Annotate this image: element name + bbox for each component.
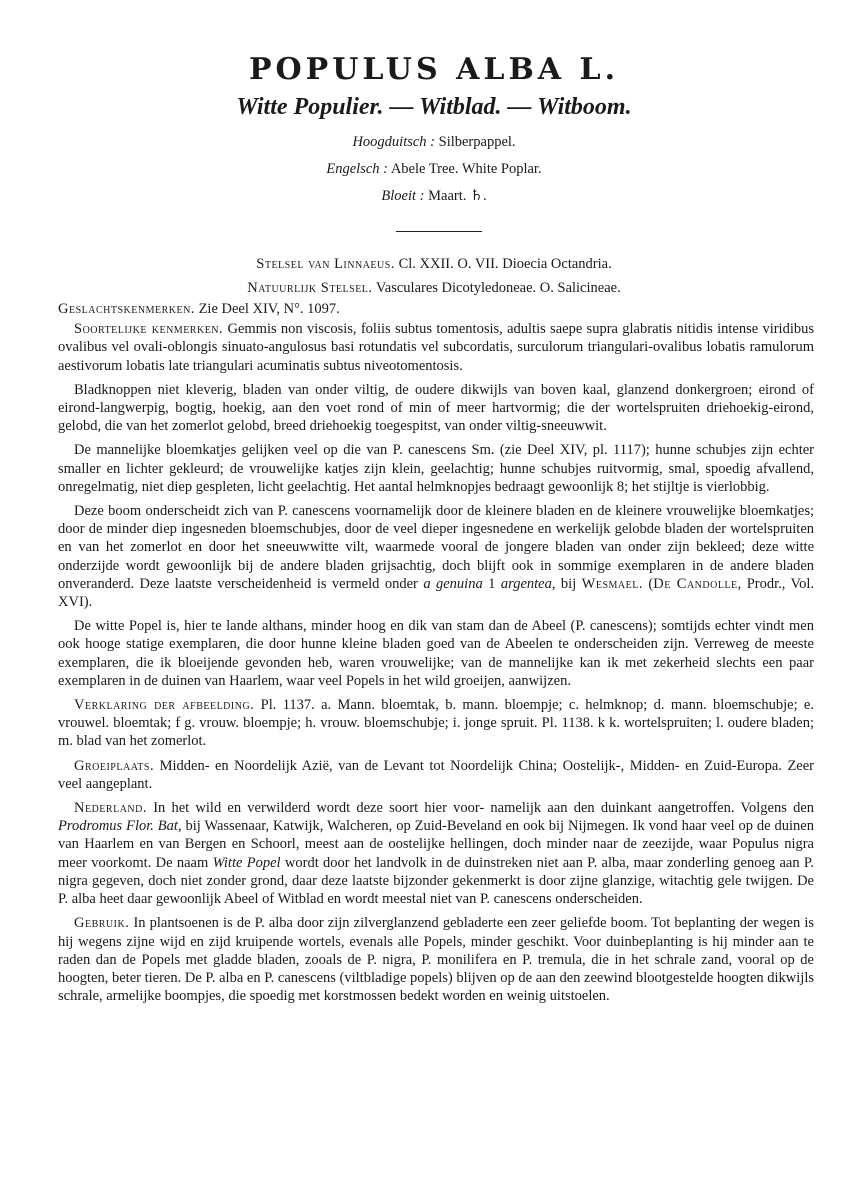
divider-rule bbox=[396, 231, 482, 232]
distinction-text-c: ( bbox=[648, 575, 654, 592]
author-candolle: De Candolle bbox=[653, 575, 738, 592]
habitat-text: Midden- en Noordelijk Azië, van de Levant tot Noordelijk China; Oostelijk-, Midden- en Zuid-Europa. Zeer veel aangeplant. bbox=[58, 757, 815, 792]
german-name-line bbox=[0, 134, 868, 151]
netherlands-text-a: In het wild en verwilderd wordt deze soort hier voor- namelijk aan den duinkant aangetroffen. Volgens den bbox=[153, 800, 815, 817]
variety-number: 1 bbox=[488, 575, 496, 592]
netherlands-label: Nederland. bbox=[74, 800, 147, 817]
english-label: Engelsch : bbox=[326, 161, 388, 177]
genus-characters-paragraph bbox=[58, 300, 814, 318]
leaf-description-paragraph: Bladknoppen niet kleverig, bladen van onder viltig, de oudere dikwijls van boven kaal, glanzend donkergroen; eirond of eirond-langwerpig, bogtig, hoekig, aan den voet rond of min of meer hartvormig; die der wortelspruiten driehoekig-eirond, gelobd, die van het zomerlot gelobd, breed driehoekig toegespitst, van onder viltig-sneeuwwit. bbox=[58, 381, 814, 435]
distinction-text-a: Deze boom onderscheidt zich van P. canescens voornamelijk door de kleinere bladen en de kleinere vrouwelijke bloemkatjes; door de minder diep ingesneden bloemschubjes, door de veel dieper ingesnedene en werkelijk gelobde bladen der wortelspruiten en van het zomerlot en door het sneeuwwitte vilt, waarmede vooral de jongere bladen van onder zijn bekleed; deze witte onderzijde wordt gewoonlijk bij de andere bladen grijsachtig, doch blijft ook in sommige exemplaren in de andere bladen onveranderd. Deze laatste verscheidenheid is vermeld onder bbox=[58, 503, 814, 592]
natural-system-line bbox=[0, 280, 868, 297]
species-characters-text: Gemmis non viscosis, foliis subtus tomentosis, adultis saepe supra glabratis nitidis intense viridibus ovalibus vel ovali-oblongis sinuato-angulosus basi rotundatis vel subcordatis, surculorum triangulari-ovalibus lobatis ramulorum aestivorum lobatis late triangulari acuminatis subtus niveotomentosis. bbox=[58, 321, 815, 374]
body-text bbox=[58, 300, 814, 1011]
prodromus-title: Prodromus Flor. Bat bbox=[58, 818, 178, 835]
habit-paragraph: De witte Popel is, hier te lande althans, minder hoog en dik van stam dan de Abeel (P. canescens); somtijds echter vindt men ook hooge statige exemplaren, die door hunne kleine bladen goed van de Abeelen te onderscheiden zijn. Verreweg de meeste exemplaren, die ik bloeijende gevonden heb, waren vrouwelijke; van de mannelijke kan ik met zekerheid slechts een paar exemplaren in de duinen van Haarlem, waar veel Popels in het wild groeijen, aanwijzen. bbox=[58, 618, 814, 689]
use-label: Gebruik. bbox=[74, 915, 130, 932]
linnaeus-value: Cl. XXII. O. VII. Dioecia Octandria. bbox=[398, 256, 612, 272]
plate-explanation-paragraph bbox=[58, 696, 814, 751]
witte-popel-name: Witte Popel bbox=[212, 854, 281, 871]
linnaeus-label: Stelsel van Linnaeus. bbox=[256, 256, 395, 272]
species-characters-paragraph bbox=[58, 320, 814, 375]
bloom-line bbox=[0, 188, 868, 205]
author-wesmael: Wesmael. bbox=[581, 575, 643, 592]
habitat-label: Groeiplaats. bbox=[74, 757, 155, 774]
distinction-paragraph bbox=[58, 502, 814, 611]
plate-explanation-label: Verklaring der afbeelding. bbox=[74, 697, 255, 714]
netherlands-paragraph bbox=[58, 799, 814, 908]
bloom-label: Bloeit : bbox=[381, 188, 425, 204]
german-value: Silberpappel. bbox=[438, 134, 516, 150]
genus-value: Zie Deel XIV, N°. 1097. bbox=[198, 301, 340, 317]
catkin-description-paragraph: De mannelijke bloemkatjes gelijken veel op die van P. canescens Sm. (zie Deel XIV, pl. 1117); hunne schubjes zijn echter smaller en lichter gekleurd; de vrouwelijke katjes zijn klein, geelachtig; hunne schubjes ruitvormig, smal, spoedig afvallend, onregelmatig, niet diep gespleten, licht geelachtig. Het aantal helmknopjes bedraagt gewoonlijk 8; het stijltje is vierlobbig. bbox=[58, 442, 814, 495]
english-name-line bbox=[0, 161, 868, 178]
english-value: Abele Tree. White Poplar. bbox=[390, 161, 542, 177]
german-label: Hoogduitsch : bbox=[352, 134, 435, 150]
plate-explanation-text: Pl. 1137. a. Mann. bloemtak, b. mann. bloempje; c. helmknop; d. mann. bloemschubje; e. vrouwel. bloemtak; f g. vrouw. bloempje; h. vrouw. bloemschubje; i. jonge spruit. Pl. 1138. k k. wortelspruiten; l. oudere bladen; m. blad van het zomerlot. bbox=[58, 697, 814, 750]
genus-label: Geslachtskenmerken. bbox=[58, 301, 195, 317]
natural-label: Natuurlijk Stelsel. bbox=[247, 280, 373, 296]
use-text: In plantsoenen is de P. alba door zijn zilverglanzend gebladerte een zeer geliefde boom. Tot beplanting der wegen is hij wegens zijne wijd en zijd kruipende wortels, evenals alle Popels, minder geschikt. Voor duinbeplanting is hij minder aan te raden dan de Popels met gladde bladen, zooals de P. nigra, P. monilifera en P. tremula, die in het schrale zand, vooral op de hoogten, beter tieren. De P. alba en P. canescens (viltbladige popels) blijven op de aan den zeewind blootgestelde hoogten dikwijls schrale, armelijke boompjes, die spoedig met korstmossen bedekt worden en weinig uitstoelen. bbox=[58, 915, 814, 1005]
distinction-text-b: , bij bbox=[551, 575, 577, 592]
bloom-value: Maart. ♄. bbox=[428, 188, 487, 204]
netherlands-text-c: wordt door het landvolk in de duinstreken niet aan P. alba, maar zonderling genoeg aan P. nigra gegeven, doch niet zonder grond, daar deze laatste bijzonder gekenmerkt is door zijne glanzige, witachtig gele twijgen. De P. alba heet daar gewoonlijk Abeel of Witblad en wordt meestal niet van P. canescens onderscheiden. bbox=[58, 854, 815, 908]
netherlands-text-b: , bij Wassenaar, Katwijk, Walcheren, op Zuid-Beveland en ook bij Nijmegen. Ik vond haar veel op de duinen van Haarlem en van Bergen en Schoorl, meest aan de oostelijke hellingen, doch minder naar de zeezijde, waar Populus nigra meer voorkomt. De naam bbox=[58, 818, 814, 871]
natural-value: Vasculares Dicotyledoneae. O. Salicineae. bbox=[375, 280, 621, 296]
use-paragraph bbox=[58, 914, 814, 1005]
species-characters-label: Soortelijke kenmerken. bbox=[74, 321, 224, 338]
distinction-text-d: , Prodr., Vol. XVI). bbox=[58, 575, 815, 611]
variety-genuina: a genuina bbox=[423, 575, 483, 592]
page-title: POPULUS ALBA L. bbox=[248, 52, 620, 87]
variety-argentea: argentea bbox=[500, 575, 552, 592]
habitat-paragraph bbox=[58, 757, 814, 793]
linnaeus-system-line bbox=[0, 256, 868, 273]
common-names: Witte Populier. — Witblad. — Witboom. bbox=[236, 94, 632, 120]
